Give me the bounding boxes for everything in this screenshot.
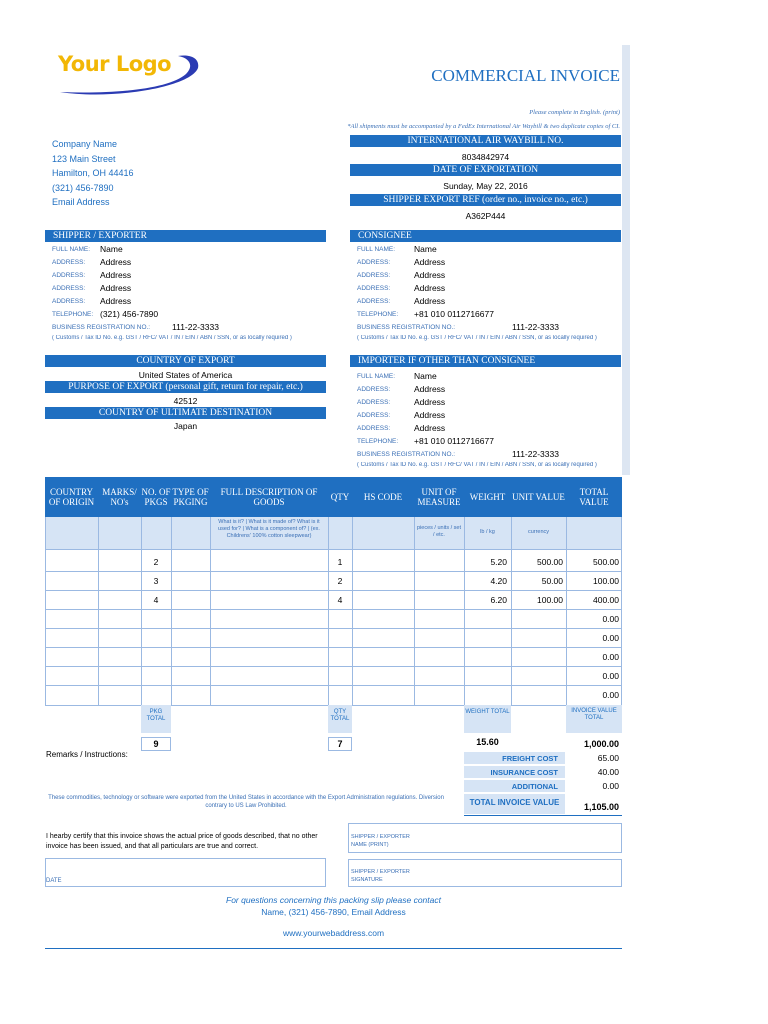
col-header-unit-value: UNIT VALUE bbox=[512, 492, 565, 502]
consignee-address[interactable]: Address bbox=[414, 270, 446, 280]
row-weight[interactable]: 4.20 bbox=[490, 576, 507, 586]
grid-line bbox=[45, 628, 622, 629]
consignee-name[interactable]: Name bbox=[414, 244, 437, 254]
row-total: 400.00 bbox=[593, 595, 619, 605]
grid-line bbox=[98, 517, 99, 705]
grid-line bbox=[141, 517, 142, 705]
export-date-value[interactable]: Sunday, May 22, 2016 bbox=[443, 181, 528, 191]
grid-line bbox=[45, 590, 622, 591]
company-phone: (321) 456-7890 bbox=[52, 182, 114, 193]
shipper-reg[interactable]: 111-22-3333 bbox=[172, 322, 219, 332]
grid-line bbox=[45, 517, 46, 705]
destination-header: COUNTRY OF ULTIMATE DESTINATION bbox=[45, 407, 326, 419]
waybill-value[interactable]: 8034842974 bbox=[461, 152, 510, 162]
note-shipments: *All shipments must be accompanied by a FedEx International Air Waybill & two duplicate copies of CI. bbox=[347, 123, 620, 130]
importer-name[interactable]: Name bbox=[414, 371, 437, 381]
col-header-pkgs: NO. OF PKGS bbox=[141, 487, 171, 507]
importer-reg-note: ( Customs / Tax ID No. e.g. GST / RFC/ VAT / IN / EIN / ABN / SSN, or as locally required ) bbox=[357, 462, 597, 468]
qty-total-label: QTY TOTAL bbox=[330, 709, 350, 722]
grid-line bbox=[45, 685, 622, 686]
hint-desc: What is it? | What is it made of? What is it used for? | What is a component of? | (ex. Childrens' 100% cotton sleepwear) bbox=[218, 519, 320, 539]
grid-line bbox=[414, 517, 415, 705]
row-qty[interactable]: 4 bbox=[337, 595, 343, 605]
shipper-name-label: FULL NAME: bbox=[52, 246, 91, 253]
date-label: DATE bbox=[46, 878, 62, 884]
waybill-header: INTERNATIONAL AIR WAYBILL NO. bbox=[350, 135, 621, 147]
importer-address[interactable]: Address bbox=[414, 397, 446, 407]
company-city: Hamilton, OH 44416 bbox=[52, 168, 134, 179]
shipper-ref-header: SHIPPER EXPORT REF (order no., invoice no., etc.) bbox=[350, 194, 621, 206]
destination-value[interactable]: Japan bbox=[173, 421, 198, 431]
consignee-address[interactable]: Address bbox=[414, 283, 446, 293]
grid-line bbox=[511, 517, 512, 705]
shipper-address[interactable]: Address bbox=[100, 270, 132, 280]
footer-contact-details: Name, (321) 456-7890, Email Address bbox=[261, 907, 406, 917]
shipper-signature-label: SHIPPER / EXPORTER SIGNATURE bbox=[351, 869, 410, 883]
shipper-address-label: ADDRESS: bbox=[52, 259, 86, 266]
purpose-header: PURPOSE OF EXPORT (personal gift, return for repair, etc.) bbox=[45, 381, 326, 393]
shipper-name[interactable]: Name bbox=[100, 244, 123, 254]
row-weight[interactable]: 5.20 bbox=[490, 557, 507, 567]
row-total: 0.00 bbox=[602, 671, 619, 681]
importer-header: IMPORTER IF OTHER THAN CONSIGNEE bbox=[350, 355, 621, 367]
weight-total-label: WEIGHT TOTAL bbox=[465, 709, 510, 715]
footer-website-link[interactable]: www.yourwebaddress.com bbox=[282, 928, 385, 938]
grid-line bbox=[210, 517, 211, 705]
col-header-desc: FULL DESCRIPTION OF GOODS bbox=[220, 487, 318, 507]
consignee-address-label: ADDRESS: bbox=[357, 272, 391, 279]
grid-line bbox=[45, 666, 622, 667]
row-total: 500.00 bbox=[593, 557, 619, 567]
shipper-header: SHIPPER / EXPORTER bbox=[45, 230, 326, 242]
footer-divider bbox=[45, 948, 622, 949]
row-total: 100.00 bbox=[593, 576, 619, 586]
consignee-telephone-label: TELEPHONE: bbox=[357, 311, 399, 318]
grid-line bbox=[464, 517, 465, 705]
shipper-ref-value[interactable]: A362P444 bbox=[465, 211, 506, 221]
col-header-total-value: TOTAL VALUE bbox=[579, 487, 609, 507]
hint-unit: pieces / units / set / etc. bbox=[416, 525, 462, 538]
pkg-total-value: 9 bbox=[141, 737, 171, 751]
importer-address[interactable]: Address bbox=[414, 410, 446, 420]
col-header-qty: QTY bbox=[330, 492, 350, 502]
importer-address-label: ADDRESS: bbox=[357, 399, 391, 406]
freight-value[interactable]: 65.00 bbox=[597, 753, 619, 763]
row-weight[interactable]: 6.20 bbox=[490, 595, 507, 605]
consignee-address-label: ADDRESS: bbox=[357, 259, 391, 266]
consignee-address-label: ADDRESS: bbox=[357, 285, 391, 292]
importer-telephone[interactable]: +81 010 0112716677 bbox=[414, 436, 494, 446]
row-total: 0.00 bbox=[602, 690, 619, 700]
row-unit-value[interactable]: 50.00 bbox=[541, 576, 563, 586]
purpose-value[interactable]: 42512 bbox=[173, 396, 198, 406]
export-statement: These commodities, technology or software were exported from the United States in accordance with the Export Administration regulations. Diversion contrary to US Law Prohibited. bbox=[48, 795, 444, 809]
page-title: COMMERCIAL INVOICE bbox=[431, 66, 620, 85]
shipper-address[interactable]: Address bbox=[100, 283, 132, 293]
col-header-origin: COUNTRY OF ORIGIN bbox=[48, 487, 95, 507]
company-logo bbox=[50, 48, 210, 100]
importer-address-label: ADDRESS: bbox=[357, 412, 391, 419]
consignee-address-label: ADDRESS: bbox=[357, 298, 391, 305]
country-export-header: COUNTRY OF EXPORT bbox=[45, 355, 326, 367]
col-header-weight: WEIGHT bbox=[469, 492, 506, 502]
hint-weight: lb / kg bbox=[480, 529, 495, 535]
grid-line bbox=[45, 609, 622, 610]
row-total: 0.00 bbox=[602, 614, 619, 624]
shipper-address-label: ADDRESS: bbox=[52, 285, 86, 292]
additional-label: ADDITIONAL bbox=[511, 782, 558, 791]
pkg-total-label: PKG TOTAL bbox=[146, 709, 166, 722]
row-qty[interactable]: 2 bbox=[337, 576, 343, 586]
row-unit-value[interactable]: 100.00 bbox=[537, 595, 563, 605]
insurance-label: INSURANCE COST bbox=[490, 768, 558, 777]
col-header-hs: HS CODE bbox=[363, 492, 403, 502]
col-header-unit: UNIT OF MEASURE bbox=[417, 487, 461, 507]
logo-text: Your Logo bbox=[58, 52, 172, 76]
date-field[interactable] bbox=[45, 860, 326, 887]
row-unit-value[interactable]: 500.00 bbox=[537, 557, 563, 567]
consignee-address[interactable]: Address bbox=[414, 296, 446, 306]
grid-line bbox=[621, 517, 622, 705]
company-info bbox=[52, 137, 134, 210]
cert-box-right bbox=[325, 858, 326, 887]
row-qty[interactable]: 1 bbox=[337, 557, 343, 567]
shipper-address-label: ADDRESS: bbox=[52, 272, 86, 279]
shipper-reg-note: ( Customs / Tax ID No. e.g. GST / RFC/ VAT / IN / EIN / ABN / SSN, or as locally required ) bbox=[52, 335, 292, 341]
grid-line bbox=[45, 571, 622, 572]
export-date-header: DATE OF EXPORTATION bbox=[350, 164, 621, 176]
shipper-telephone-label: TELEPHONE: bbox=[52, 311, 94, 318]
total-invoice-label: TOTAL INVOICE VALUE bbox=[469, 798, 560, 807]
country-export-value[interactable]: United States of America bbox=[138, 370, 233, 380]
importer-address-label: ADDRESS: bbox=[357, 425, 391, 432]
shipper-address[interactable]: Address bbox=[100, 296, 132, 306]
weight-total-value: 15.60 bbox=[476, 737, 499, 747]
footer-contact-line: For questions concerning this packing slip please contact bbox=[226, 895, 441, 905]
certification-line bbox=[45, 858, 326, 859]
additional-value[interactable]: 0.00 bbox=[602, 781, 619, 791]
consignee-reg-label: BUSINESS REGISTRATION NO.: bbox=[357, 324, 456, 331]
shipper-reg-label: BUSINESS REGISTRATION NO.: bbox=[52, 324, 151, 331]
note-english: Please complete in English. (print) bbox=[529, 109, 620, 116]
grid-line bbox=[45, 647, 622, 648]
consignee-name-label: FULL NAME: bbox=[357, 246, 396, 253]
row-pkgs[interactable]: 3 bbox=[153, 576, 159, 586]
invoice-total-label: INVOICE VALUE TOTAL bbox=[571, 708, 617, 721]
row-pkgs[interactable]: 2 bbox=[153, 557, 159, 567]
total-invoice-value: 1,105.00 bbox=[583, 802, 619, 812]
qty-total-value: 7 bbox=[328, 737, 352, 751]
importer-reg[interactable]: 111-22-3333 bbox=[512, 449, 559, 459]
page-edge-shade bbox=[622, 45, 630, 475]
grid-line bbox=[171, 517, 172, 705]
total-divider bbox=[464, 815, 622, 816]
importer-address[interactable]: Address bbox=[414, 384, 446, 394]
remarks-label: Remarks / Instructions: bbox=[46, 750, 128, 759]
consignee-telephone[interactable]: +81 010 0112716677 bbox=[414, 309, 494, 319]
importer-address[interactable]: Address bbox=[414, 423, 446, 433]
shipper-name-print-label: SHIPPER / EXPORTER NAME (PRINT) bbox=[351, 834, 410, 848]
invoice-total-value: 1,000.00 bbox=[583, 739, 619, 749]
consignee-header: CONSIGNEE bbox=[350, 230, 621, 242]
importer-telephone-label: TELEPHONE: bbox=[357, 438, 399, 445]
col-header-type: TYPE OF PKGING bbox=[172, 487, 209, 507]
company-email: Email Address bbox=[52, 197, 110, 208]
grid-line bbox=[328, 517, 329, 705]
shipper-telephone[interactable]: (321) 456-7890 bbox=[100, 309, 159, 319]
consignee-reg[interactable]: 111-22-3333 bbox=[512, 322, 559, 332]
cert-box-left bbox=[45, 858, 46, 887]
consignee-address[interactable]: Address bbox=[414, 257, 446, 267]
company-name: Company Name bbox=[52, 139, 118, 149]
hint-unit-value: currency bbox=[527, 529, 550, 535]
importer-address-label: ADDRESS: bbox=[357, 386, 391, 393]
remarks-field[interactable] bbox=[46, 762, 456, 792]
importer-reg-label: BUSINESS REGISTRATION NO.: bbox=[357, 451, 456, 458]
shipper-address-label: ADDRESS: bbox=[52, 298, 86, 305]
importer-name-label: FULL NAME: bbox=[357, 373, 396, 380]
col-header-marks: MARKS/ NO's bbox=[102, 487, 137, 507]
shipper-address[interactable]: Address bbox=[100, 257, 132, 267]
consignee-reg-note: ( Customs / Tax ID No. e.g. GST / RFC/ VAT / IN / EIN / ABN / SSN, or as locally required ) bbox=[357, 335, 597, 341]
insurance-value[interactable]: 40.00 bbox=[597, 767, 619, 777]
freight-label: FREIGHT COST bbox=[502, 754, 558, 763]
grid-line bbox=[45, 549, 622, 550]
row-pkgs[interactable]: 4 bbox=[153, 595, 159, 605]
row-total: 0.00 bbox=[602, 633, 619, 643]
certification-text: I hearby certify that this invoice shows the actual price of goods described, that no other invoice has been issued, and that all particulars are true and correct. bbox=[46, 833, 318, 850]
grid-line bbox=[352, 517, 353, 705]
company-street: 123 Main Street bbox=[52, 153, 116, 164]
row-total: 0.00 bbox=[602, 652, 619, 662]
